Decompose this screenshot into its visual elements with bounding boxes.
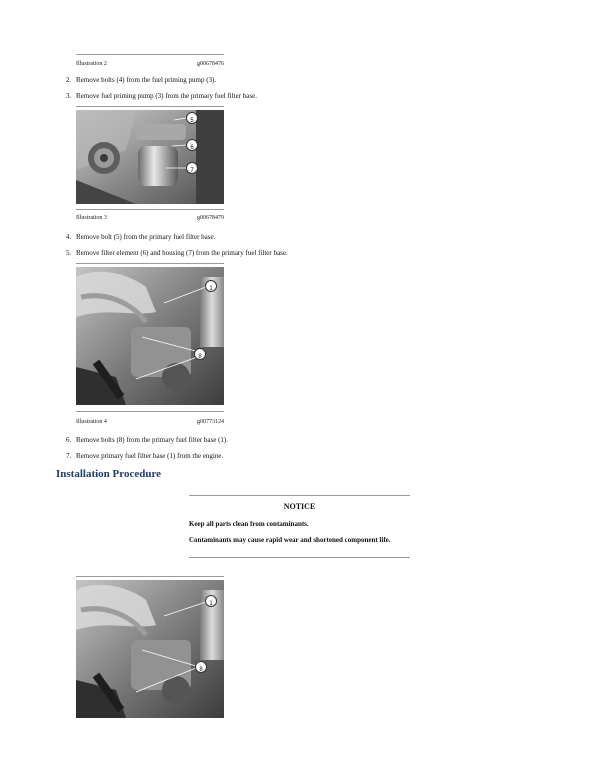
step-5 bbox=[66, 249, 288, 257]
illustration-3-label: Illustration 3 bbox=[76, 215, 107, 221]
step-4-text: Remove bolt (5) from the primary fuel filter base. bbox=[76, 233, 216, 241]
callout-6-label: 6 bbox=[190, 145, 194, 151]
callout-1-install bbox=[205, 595, 217, 607]
step-6-number: 6. bbox=[66, 436, 72, 444]
step-7-text: Remove primary fuel filter base (1) from the engine. bbox=[76, 452, 224, 460]
illustration-3-code: g00678479 bbox=[197, 215, 224, 221]
notice-title: NOTICE bbox=[283, 502, 316, 511]
rule-illustration-3-top bbox=[76, 106, 224, 107]
illustration-4-code: g00773124 bbox=[197, 419, 224, 425]
illustration-3-photo bbox=[76, 110, 224, 204]
illustration-2-label: Illustration 2 bbox=[76, 61, 107, 67]
step-5-number: 5. bbox=[66, 249, 72, 257]
rule-illustration-5-top bbox=[76, 576, 224, 577]
callout-5-label: 5 bbox=[190, 118, 194, 124]
step-3 bbox=[66, 92, 257, 100]
notice-line-1: Keep all parts clean from contaminants. bbox=[189, 520, 309, 528]
step-6-text: Remove bolts (8) from the primary fuel filter base (1). bbox=[76, 436, 229, 444]
step-4-number: 4. bbox=[66, 233, 72, 241]
step-2 bbox=[66, 76, 216, 84]
step-4 bbox=[66, 233, 215, 241]
notice-rule-bottom bbox=[189, 557, 410, 558]
step-5-text: Remove filter element (6) and housing (7) from the primary fuel filter base. bbox=[76, 249, 288, 257]
installation-procedure-heading: Installation Procedure bbox=[56, 468, 162, 480]
callout-1 bbox=[205, 280, 217, 292]
step-6 bbox=[66, 436, 228, 444]
step-3-number: 3. bbox=[66, 92, 72, 100]
step-7 bbox=[66, 452, 223, 460]
rule-top bbox=[76, 54, 224, 55]
callout-7-label: 7 bbox=[190, 168, 194, 174]
illustration-2-code: g00678476 bbox=[197, 61, 224, 67]
step-2-text: Remove bolts (4) from the fuel priming pump (3). bbox=[76, 76, 217, 84]
rule-illustration-3-bottom bbox=[76, 209, 224, 210]
callout-1-install-label: 1 bbox=[209, 601, 213, 607]
illustration-5-photo bbox=[76, 580, 224, 718]
callout-8-install-label: 8 bbox=[199, 667, 203, 673]
callout-5 bbox=[186, 112, 198, 124]
rule-illustration-4-bottom bbox=[76, 411, 224, 412]
callout-6 bbox=[186, 139, 198, 151]
rule-illustration-4-top bbox=[76, 263, 224, 264]
step-3-text: Remove fuel priming pump (3) from the primary fuel filter base. bbox=[76, 92, 257, 100]
callout-8-label: 8 bbox=[198, 354, 202, 360]
callout-1-label: 1 bbox=[209, 286, 213, 292]
illustration-4-photo bbox=[76, 267, 224, 405]
notice-rule-top bbox=[189, 495, 410, 496]
callout-8-install bbox=[195, 661, 207, 673]
illustration-4-label: Illustration 4 bbox=[76, 419, 107, 425]
callout-7 bbox=[186, 162, 198, 174]
notice-line-2: Contaminants may cause rapid wear and shortened component life. bbox=[189, 536, 391, 544]
step-2-number: 2. bbox=[66, 76, 72, 84]
callout-8 bbox=[194, 348, 206, 360]
step-7-number: 7. bbox=[66, 452, 72, 460]
